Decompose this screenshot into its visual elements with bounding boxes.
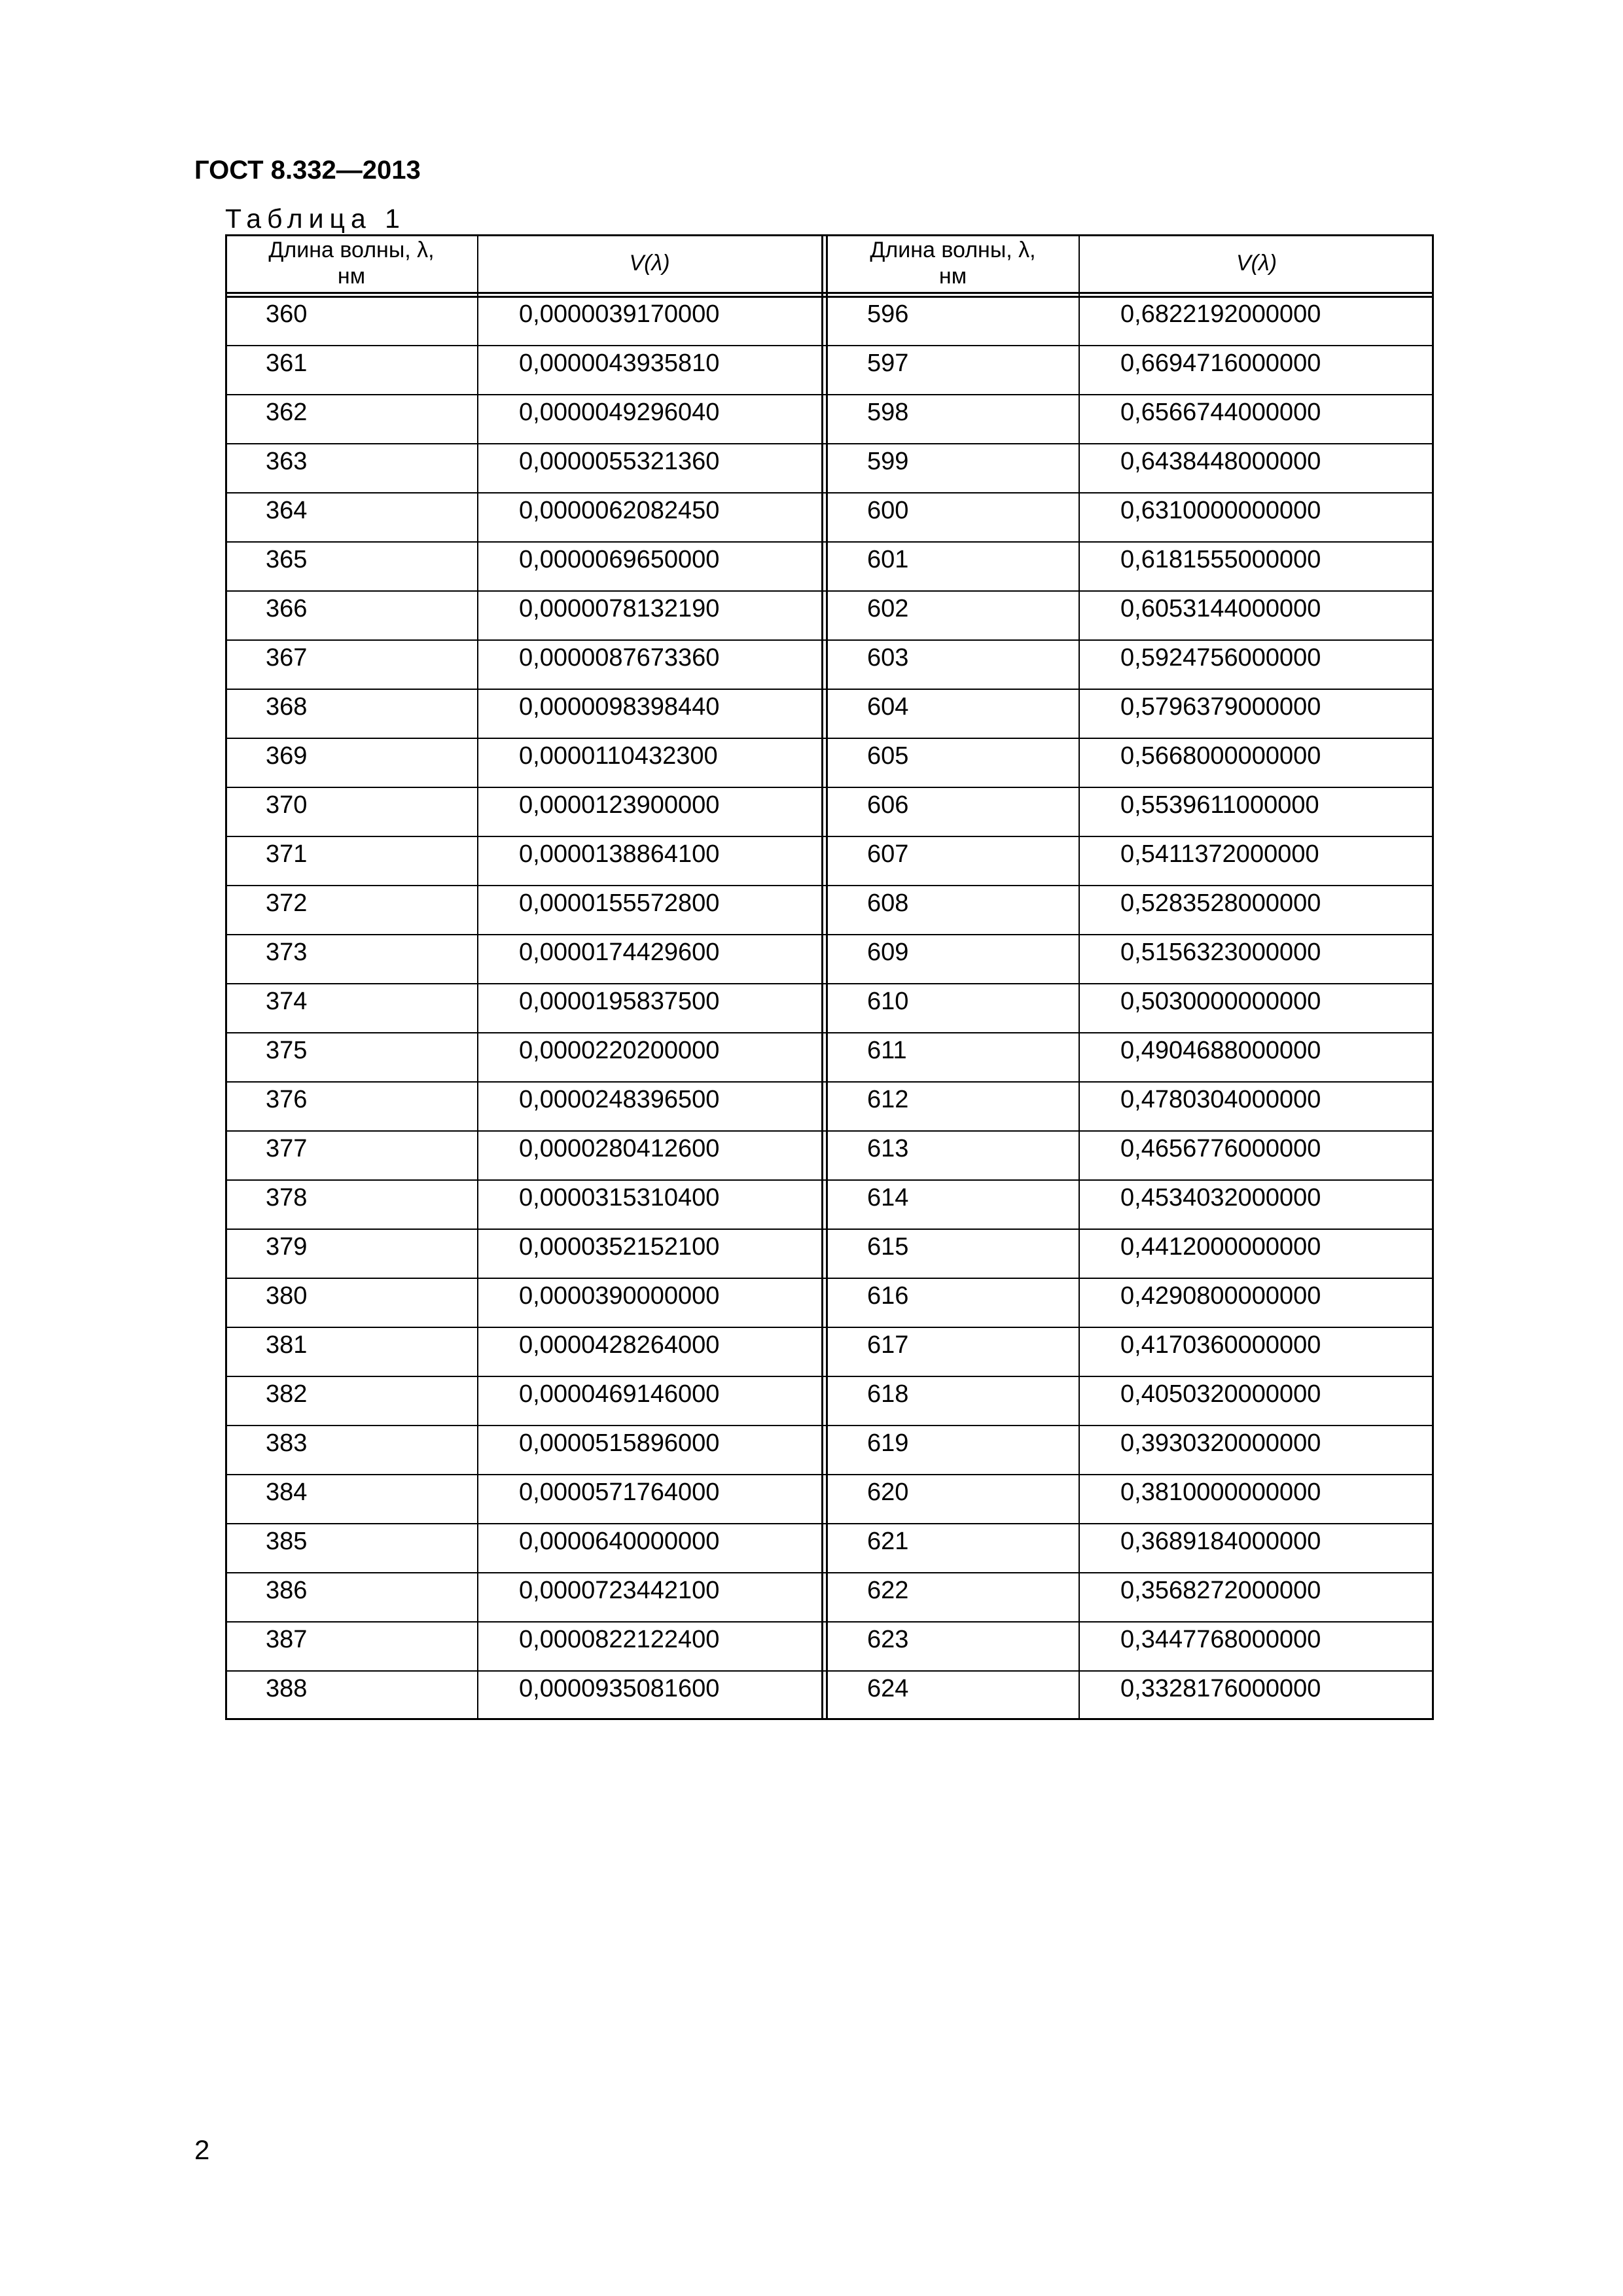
header-wavelength-right bbox=[827, 237, 1079, 289]
wavelength-left-cell: 375 bbox=[266, 1037, 308, 1064]
v-lambda-left-cell: 0,0000220200000 bbox=[519, 1037, 720, 1064]
table-row-separator bbox=[225, 1425, 1434, 1426]
v-lambda-left-cell: 0,0000352152100 bbox=[519, 1233, 720, 1261]
v-lambda-right-cell: 0,6566744000000 bbox=[1120, 399, 1321, 426]
v-lambda-left-cell: 0,0000043935810 bbox=[519, 350, 720, 377]
table-divider-middle-b bbox=[826, 234, 828, 1720]
wavelength-left-cell: 377 bbox=[266, 1135, 308, 1162]
wavelength-right-cell: 614 bbox=[867, 1184, 909, 1211]
wavelength-left-cell: 374 bbox=[266, 988, 308, 1015]
v-lambda-right-cell: 0,5030000000000 bbox=[1120, 988, 1321, 1015]
table-row-separator bbox=[225, 443, 1434, 444]
wavelength-right-cell: 615 bbox=[867, 1233, 909, 1261]
wavelength-left-cell: 384 bbox=[266, 1479, 308, 1506]
wavelength-right-cell: 604 bbox=[867, 693, 909, 721]
v-lambda-left-cell: 0,0000039170000 bbox=[519, 300, 720, 328]
v-lambda-right-cell: 0,4170360000000 bbox=[1120, 1331, 1321, 1359]
table-row-separator bbox=[225, 1032, 1434, 1033]
v-lambda-right-cell: 0,5924756000000 bbox=[1120, 644, 1321, 672]
wavelength-right-cell: 613 bbox=[867, 1135, 909, 1162]
v-lambda-left-cell: 0,0000123900000 bbox=[519, 791, 720, 819]
v-lambda-left-cell: 0,0000138864100 bbox=[519, 840, 720, 868]
wavelength-left-cell: 385 bbox=[266, 1528, 308, 1555]
table-row-separator bbox=[225, 1474, 1434, 1475]
v-lambda-left-cell: 0,0000469146000 bbox=[519, 1380, 720, 1408]
v-lambda-right-cell: 0,3447768000000 bbox=[1120, 1626, 1321, 1653]
table-divider-col1 bbox=[477, 234, 478, 1720]
v-lambda-right-cell: 0,6181555000000 bbox=[1120, 546, 1321, 573]
wavelength-right-cell: 620 bbox=[867, 1479, 909, 1506]
table-row-separator bbox=[225, 1130, 1434, 1132]
v-lambda-left-cell: 0,0000822122400 bbox=[519, 1626, 720, 1653]
table-row-separator bbox=[225, 934, 1434, 935]
wavelength-left-cell: 373 bbox=[266, 939, 308, 966]
v-lambda-right-cell: 0,4290800000000 bbox=[1120, 1282, 1321, 1310]
table-border-right bbox=[1432, 234, 1434, 1720]
v-lambda-left-cell: 0,0000098398440 bbox=[519, 693, 720, 721]
v-lambda-left-cell: 0,0000390000000 bbox=[519, 1282, 720, 1310]
wavelength-right-cell: 597 bbox=[867, 350, 909, 377]
wavelength-right-cell: 605 bbox=[867, 742, 909, 770]
v-lambda-right-cell: 0,4050320000000 bbox=[1120, 1380, 1321, 1408]
wavelength-left-cell: 367 bbox=[266, 644, 308, 672]
v-lambda-right-cell: 0,4904688000000 bbox=[1120, 1037, 1321, 1064]
wavelength-left-cell: 366 bbox=[266, 595, 308, 622]
table-border-top bbox=[225, 234, 1434, 236]
v-lambda-left-cell: 0,0000515896000 bbox=[519, 1429, 720, 1457]
spectral-efficiency-table bbox=[225, 234, 1434, 1717]
wavelength-left-cell: 380 bbox=[266, 1282, 308, 1310]
wavelength-left-cell: 370 bbox=[266, 791, 308, 819]
wavelength-right-cell: 610 bbox=[867, 988, 909, 1015]
wavelength-right-cell: 598 bbox=[867, 399, 909, 426]
header-wavelength-right-line2: нм bbox=[938, 264, 967, 289]
wavelength-right-cell: 622 bbox=[867, 1577, 909, 1604]
table-row-separator bbox=[225, 1376, 1434, 1377]
v-lambda-left-cell: 0,0000069650000 bbox=[519, 546, 720, 573]
wavelength-right-cell: 600 bbox=[867, 497, 909, 524]
table-row-separator bbox=[225, 590, 1434, 592]
table-row-separator bbox=[225, 1327, 1434, 1328]
wavelength-right-cell: 599 bbox=[867, 448, 909, 475]
table-row-separator bbox=[225, 492, 1434, 493]
v-lambda-right-cell: 0,4780304000000 bbox=[1120, 1086, 1321, 1113]
header-wavelength-left bbox=[225, 237, 478, 289]
wavelength-left-cell: 382 bbox=[266, 1380, 308, 1408]
v-lambda-left-cell: 0,0000428264000 bbox=[519, 1331, 720, 1359]
table-caption: Таблица 1 bbox=[225, 204, 406, 234]
table-row-separator bbox=[225, 541, 1434, 543]
wavelength-right-cell: 596 bbox=[867, 300, 909, 328]
v-lambda-right-cell: 0,6438448000000 bbox=[1120, 448, 1321, 475]
wavelength-right-cell: 607 bbox=[867, 840, 909, 868]
v-lambda-left-cell: 0,0000055321360 bbox=[519, 448, 720, 475]
table-row-separator bbox=[225, 689, 1434, 690]
header-v-lambda-left bbox=[478, 250, 821, 276]
wavelength-right-cell: 612 bbox=[867, 1086, 909, 1113]
table-row-separator bbox=[225, 639, 1434, 641]
wavelength-right-cell: 619 bbox=[867, 1429, 909, 1457]
v-lambda-left-cell: 0,0000571764000 bbox=[519, 1479, 720, 1506]
header-wavelength-right-line1: Длина волны, λ, bbox=[870, 238, 1036, 262]
wavelength-left-cell: 371 bbox=[266, 840, 308, 868]
wavelength-left-cell: 363 bbox=[266, 448, 308, 475]
table-row-separator bbox=[225, 787, 1434, 788]
table-row-separator bbox=[225, 885, 1434, 886]
table-border-left bbox=[225, 234, 227, 1720]
v-lambda-right-cell: 0,5539611000000 bbox=[1120, 791, 1319, 819]
v-lambda-left-cell: 0,0000155572800 bbox=[519, 889, 720, 917]
wavelength-left-cell: 372 bbox=[266, 889, 308, 917]
wavelength-left-cell: 368 bbox=[266, 693, 308, 721]
table-row-separator bbox=[225, 345, 1434, 346]
v-lambda-right-cell: 0,3810000000000 bbox=[1120, 1479, 1321, 1506]
table-row-separator bbox=[225, 1081, 1434, 1083]
wavelength-right-cell: 624 bbox=[867, 1675, 909, 1702]
wavelength-left-cell: 378 bbox=[266, 1184, 308, 1211]
v-lambda-right-cell: 0,4534032000000 bbox=[1120, 1184, 1321, 1211]
v-lambda-right-cell: 0,5796379000000 bbox=[1120, 693, 1321, 721]
table-header-line-b bbox=[225, 296, 1434, 298]
wavelength-right-cell: 602 bbox=[867, 595, 909, 622]
wavelength-left-cell: 369 bbox=[266, 742, 308, 770]
v-lambda-left-cell: 0,0000640000000 bbox=[519, 1528, 720, 1555]
table-header-line-a bbox=[225, 292, 1434, 294]
v-lambda-left-cell: 0,0000087673360 bbox=[519, 644, 720, 672]
v-lambda-right-cell: 0,3568272000000 bbox=[1120, 1577, 1321, 1604]
table-divider-middle-a bbox=[821, 234, 823, 1720]
v-lambda-right-cell: 0,5668000000000 bbox=[1120, 742, 1321, 770]
wavelength-left-cell: 361 bbox=[266, 350, 308, 377]
wavelength-left-cell: 387 bbox=[266, 1626, 308, 1653]
wavelength-right-cell: 603 bbox=[867, 644, 909, 672]
v-lambda-left-cell: 0,0000315310400 bbox=[519, 1184, 720, 1211]
table-divider-col3 bbox=[1079, 234, 1080, 1720]
wavelength-left-cell: 379 bbox=[266, 1233, 308, 1261]
wavelength-right-cell: 606 bbox=[867, 791, 909, 819]
v-lambda-left-cell: 0,0000723442100 bbox=[519, 1577, 720, 1604]
v-lambda-left-cell: 0,0000280412600 bbox=[519, 1135, 720, 1162]
wavelength-left-cell: 365 bbox=[266, 546, 308, 573]
v-lambda-right-cell: 0,5411372000000 bbox=[1120, 840, 1319, 868]
v-lambda-right-cell: 0,5156323000000 bbox=[1120, 939, 1321, 966]
header-v-lambda-left-text: V(λ) bbox=[629, 251, 670, 276]
table-row-separator bbox=[225, 1229, 1434, 1230]
wavelength-right-cell: 611 bbox=[867, 1037, 907, 1064]
table-row-separator bbox=[225, 1572, 1434, 1573]
wavelength-right-cell: 618 bbox=[867, 1380, 909, 1408]
v-lambda-left-cell: 0,0000248396500 bbox=[519, 1086, 720, 1113]
v-lambda-right-cell: 0,5283528000000 bbox=[1120, 889, 1321, 917]
wavelength-left-cell: 388 bbox=[266, 1675, 308, 1702]
wavelength-left-cell: 364 bbox=[266, 497, 308, 524]
table-row-separator bbox=[225, 1179, 1434, 1181]
wavelength-left-cell: 360 bbox=[266, 300, 308, 328]
table-row-separator bbox=[225, 836, 1434, 837]
wavelength-right-cell: 601 bbox=[867, 546, 909, 573]
wavelength-right-cell: 608 bbox=[867, 889, 909, 917]
v-lambda-right-cell: 0,6694716000000 bbox=[1120, 350, 1321, 377]
v-lambda-left-cell: 0,0000195837500 bbox=[519, 988, 720, 1015]
header-v-lambda-right-text: V(λ) bbox=[1236, 251, 1277, 276]
v-lambda-right-cell: 0,3328176000000 bbox=[1120, 1675, 1321, 1702]
v-lambda-right-cell: 0,3930320000000 bbox=[1120, 1429, 1321, 1457]
table-row-separator bbox=[225, 394, 1434, 395]
v-lambda-left-cell: 0,0000062082450 bbox=[519, 497, 720, 524]
v-lambda-left-cell: 0,0000110432300 bbox=[519, 742, 718, 770]
header-wavelength-left-line1: Длина волны, λ, bbox=[268, 238, 435, 262]
header-v-lambda-right bbox=[1079, 250, 1434, 276]
wavelength-right-cell: 623 bbox=[867, 1626, 909, 1653]
wavelength-right-cell: 617 bbox=[867, 1331, 909, 1359]
v-lambda-right-cell: 0,4656776000000 bbox=[1120, 1135, 1321, 1162]
v-lambda-left-cell: 0,0000049296040 bbox=[519, 399, 720, 426]
wavelength-left-cell: 376 bbox=[266, 1086, 308, 1113]
header-wavelength-left-line2: нм bbox=[337, 264, 366, 289]
v-lambda-right-cell: 0,4412000000000 bbox=[1120, 1233, 1321, 1261]
table-row-separator bbox=[225, 1523, 1434, 1524]
table-row-separator bbox=[225, 1621, 1434, 1623]
wavelength-right-cell: 621 bbox=[867, 1528, 909, 1555]
v-lambda-left-cell: 0,0000174429600 bbox=[519, 939, 720, 966]
table-row-separator bbox=[225, 983, 1434, 984]
wavelength-left-cell: 386 bbox=[266, 1577, 308, 1604]
page-number: 2 bbox=[194, 2134, 210, 2165]
v-lambda-left-cell: 0,0000935081600 bbox=[519, 1675, 720, 1702]
document-code: ГОСТ 8.332—2013 bbox=[194, 156, 421, 185]
wavelength-right-cell: 609 bbox=[867, 939, 909, 966]
wavelength-left-cell: 362 bbox=[266, 399, 308, 426]
v-lambda-right-cell: 0,3689184000000 bbox=[1120, 1528, 1321, 1555]
wavelength-left-cell: 383 bbox=[266, 1429, 308, 1457]
v-lambda-right-cell: 0,6310000000000 bbox=[1120, 497, 1321, 524]
table-row-separator bbox=[225, 1670, 1434, 1672]
v-lambda-right-cell: 0,6822192000000 bbox=[1120, 300, 1321, 328]
wavelength-right-cell: 616 bbox=[867, 1282, 909, 1310]
table-row-separator bbox=[225, 738, 1434, 739]
v-lambda-left-cell: 0,0000078132190 bbox=[519, 595, 720, 622]
table-row-separator bbox=[225, 1278, 1434, 1279]
v-lambda-right-cell: 0,6053144000000 bbox=[1120, 595, 1321, 622]
table-border-bottom bbox=[225, 1718, 1434, 1720]
wavelength-left-cell: 381 bbox=[266, 1331, 308, 1359]
